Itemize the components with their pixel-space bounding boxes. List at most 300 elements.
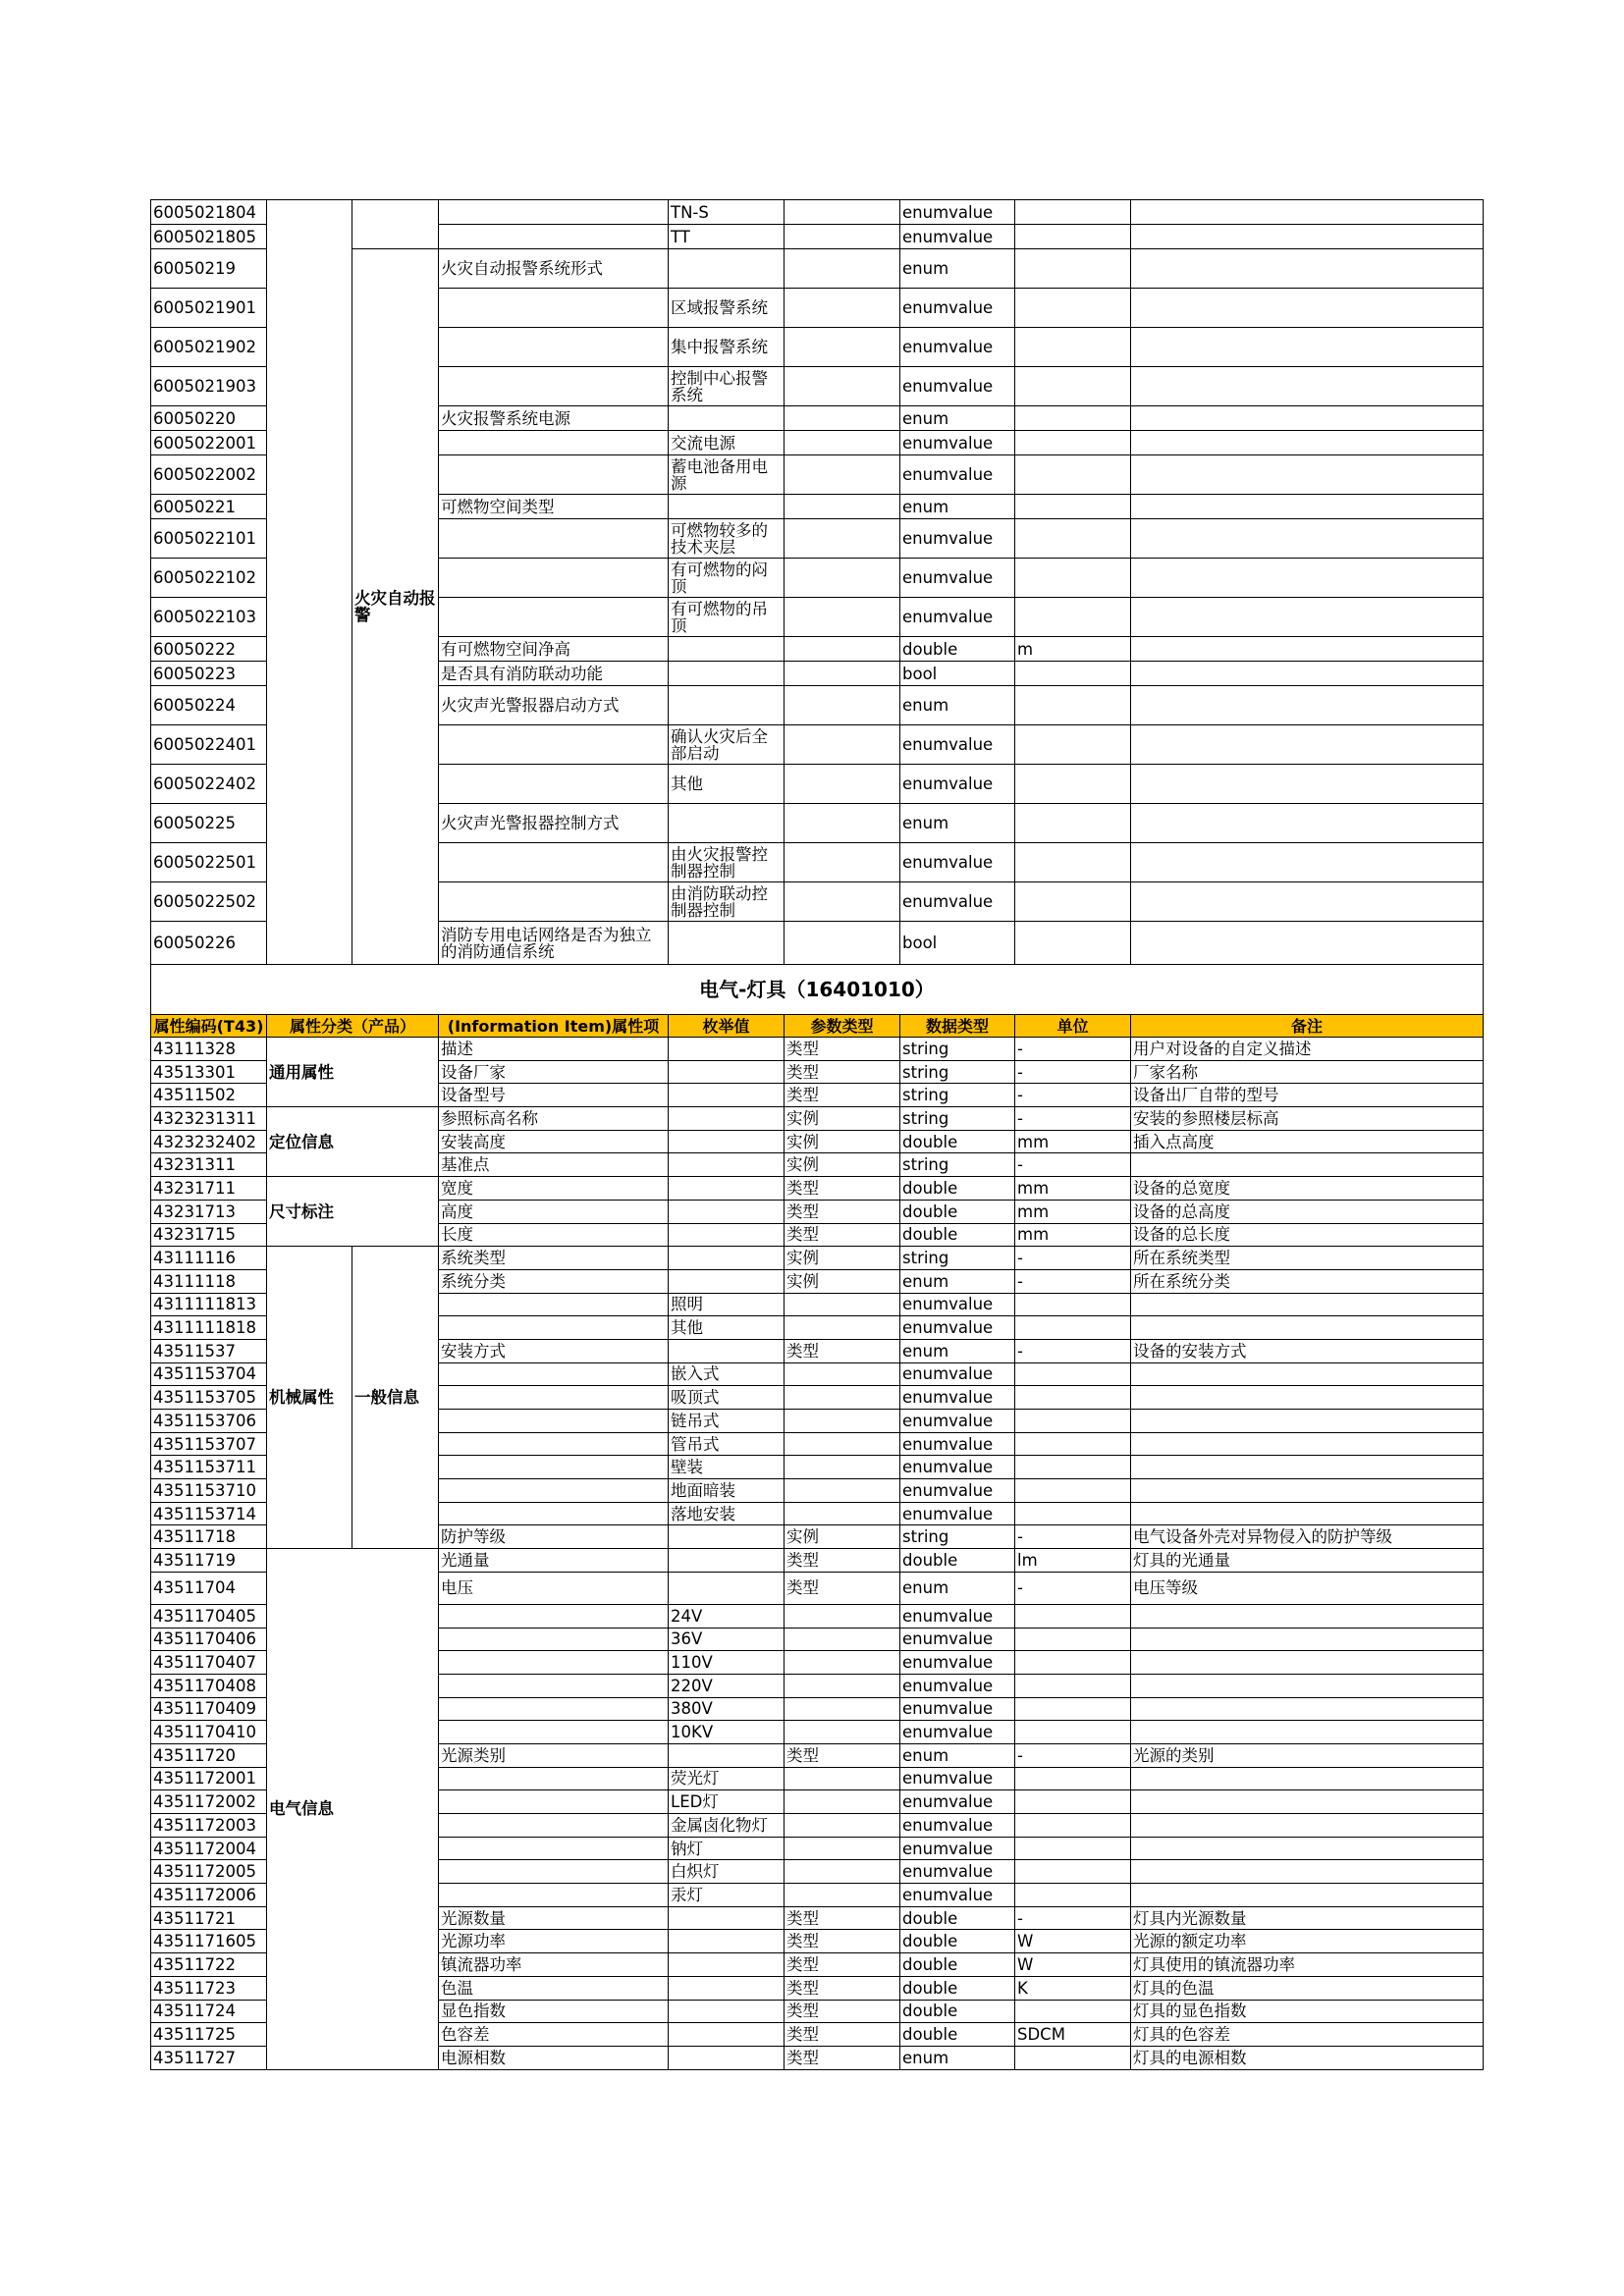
item-cell: 光源数量 (439, 1906, 669, 1930)
unit-cell: W (1015, 1953, 1131, 1977)
unit-cell (1015, 1293, 1131, 1316)
code-cell: 4323231311 (151, 1107, 267, 1131)
param-type-cell (785, 519, 900, 559)
param-type-cell (785, 1721, 900, 1744)
code-cell: 6005022001 (151, 431, 267, 455)
param-type-cell: 类型 (785, 2000, 900, 2023)
item-cell (439, 225, 669, 249)
param-type-cell: 类型 (785, 1038, 900, 1061)
enum-cell: 由消防联动控制器控制 (669, 882, 785, 922)
note-cell: 所在系统分类 (1131, 1269, 1484, 1293)
section-title-row (151, 965, 1484, 1015)
data-type-cell: enumvalue (900, 1837, 1015, 1860)
note-cell (1131, 843, 1484, 882)
note-cell: 设备出厂自带的型号 (1131, 1084, 1484, 1107)
code-cell: 43511718 (151, 1525, 267, 1549)
enum-cell: 控制中心报警系统 (669, 367, 785, 406)
param-type-cell (785, 1456, 900, 1479)
item-cell: 镇流器功率 (439, 1953, 669, 1977)
data-type-cell: double (900, 2023, 1015, 2047)
param-type-cell (785, 882, 900, 922)
enum-cell (669, 686, 785, 725)
item-cell (439, 1860, 669, 1884)
unit-cell (1015, 2000, 1131, 2023)
item-cell (439, 843, 669, 882)
item-cell: 火灾声光警报器启动方式 (439, 686, 669, 725)
item-cell (439, 1479, 669, 1503)
item-cell (439, 1767, 669, 1790)
unit-cell (1015, 765, 1131, 804)
note-cell: 厂家名称 (1131, 1060, 1484, 1084)
item-cell (439, 289, 669, 328)
enum-cell (669, 637, 785, 662)
data-type-cell: double (900, 1953, 1015, 1977)
note-cell (1131, 367, 1484, 406)
param-type-cell (785, 637, 900, 662)
param-type-cell: 实例 (785, 1525, 900, 1549)
data-type-cell: enumvalue (900, 882, 1015, 922)
param-type-cell: 实例 (785, 1107, 900, 1131)
note-cell (1131, 1293, 1484, 1316)
code-cell: 60050223 (151, 662, 267, 686)
enum-cell (669, 406, 785, 431)
param-type-cell (785, 289, 900, 328)
item-cell: 参照标高名称 (439, 1107, 669, 1131)
item-cell: 描述 (439, 1038, 669, 1061)
item-cell: 安装高度 (439, 1130, 669, 1153)
item-cell: 光源类别 (439, 1743, 669, 1767)
enum-cell: 白炽灯 (669, 1860, 785, 1884)
item-cell (439, 1316, 669, 1340)
note-cell: 电压等级 (1131, 1572, 1484, 1604)
unit-cell: - (1015, 1906, 1131, 1930)
data-type-cell: double (900, 1976, 1015, 2000)
param-type-cell (785, 1674, 900, 1697)
param-type-cell: 类型 (785, 1930, 900, 1953)
unit-cell (1015, 1860, 1131, 1884)
enum-cell: 链吊式 (669, 1410, 785, 1433)
note-cell: 灯具的光通量 (1131, 1549, 1484, 1573)
param-type-cell (785, 1479, 900, 1503)
item-cell (439, 1386, 669, 1410)
note-cell (1131, 1456, 1484, 1479)
enum-cell (669, 1200, 785, 1223)
unit-cell: - (1015, 1107, 1131, 1131)
item-cell: 高度 (439, 1200, 669, 1223)
code-cell: 43231711 (151, 1177, 267, 1201)
note-cell (1131, 1860, 1484, 1884)
enum-cell: 有可燃物的吊顶 (669, 598, 785, 637)
header-col-7: 单位 (1015, 1015, 1131, 1038)
param-type-cell (785, 922, 900, 965)
note-cell: 光源的类别 (1131, 1743, 1484, 1767)
item-cell (439, 882, 669, 922)
note-cell (1131, 225, 1484, 249)
item-cell: 火灾报警系统电源 (439, 406, 669, 431)
param-type-cell (785, 765, 900, 804)
unit-cell: - (1015, 1339, 1131, 1362)
unit-cell (1015, 1604, 1131, 1628)
code-cell: 60050219 (151, 249, 267, 289)
table-row (151, 1247, 1484, 1270)
enum-cell (669, 1930, 785, 1953)
unit-cell: - (1015, 1038, 1131, 1061)
item-cell (439, 1293, 669, 1316)
param-type-cell (785, 1884, 900, 1907)
code-cell: 43511724 (151, 2000, 267, 2023)
item-cell: 光源功率 (439, 1930, 669, 1953)
param-type-cell (785, 725, 900, 765)
item-cell (439, 1814, 669, 1838)
header-col-3: (Information Item)属性项 (439, 1015, 669, 1038)
unit-cell (1015, 662, 1131, 686)
data-type-cell: enumvalue (900, 1293, 1015, 1316)
note-cell (1131, 1432, 1484, 1456)
enum-cell: 36V (669, 1628, 785, 1651)
header-category: 属性分类（产品） (267, 1015, 439, 1038)
enum-cell (669, 1525, 785, 1549)
code-cell: 43511537 (151, 1339, 267, 1362)
data-type-cell: enumvalue (900, 200, 1015, 225)
param-type-cell: 类型 (785, 1549, 900, 1573)
unit-cell (1015, 455, 1131, 495)
code-cell: 60050225 (151, 804, 267, 843)
item-cell (439, 1410, 669, 1433)
unit-cell (1015, 1432, 1131, 1456)
item-cell (439, 200, 669, 225)
unit-cell (1015, 1628, 1131, 1651)
data-type-cell: string (900, 1060, 1015, 1084)
unit-cell: - (1015, 1060, 1131, 1084)
unit-cell (1015, 1479, 1131, 1503)
param-type-cell: 类型 (785, 1060, 900, 1084)
item-cell (439, 1456, 669, 1479)
param-type-cell (785, 1837, 900, 1860)
unit-cell: - (1015, 1247, 1131, 1270)
unit-cell (1015, 328, 1131, 367)
unit-cell (1015, 843, 1131, 882)
unit-cell (1015, 1884, 1131, 1907)
code-cell: 43511722 (151, 1953, 267, 1977)
enum-cell (669, 1084, 785, 1107)
item-cell (439, 1628, 669, 1651)
item-cell: 安装方式 (439, 1339, 669, 1362)
data-type-cell: enum (900, 1572, 1015, 1604)
item-cell (439, 725, 669, 765)
param-type-cell: 实例 (785, 1247, 900, 1270)
param-type-cell (785, 686, 900, 725)
unit-cell (1015, 200, 1131, 225)
unit-cell (1015, 289, 1131, 328)
code-cell: 6005022401 (151, 725, 267, 765)
table-row (151, 200, 1484, 225)
unit-cell: - (1015, 1572, 1131, 1604)
note-cell (1131, 406, 1484, 431)
data-type-cell: double (900, 1223, 1015, 1247)
data-type-cell: enumvalue (900, 1316, 1015, 1340)
unit-cell (1015, 225, 1131, 249)
item-cell: 系统分类 (439, 1269, 669, 1293)
code-cell: 43511502 (151, 1084, 267, 1107)
code-cell: 60050226 (151, 922, 267, 965)
enum-cell: 可燃物较多的技术夹层 (669, 519, 785, 559)
param-type-cell (785, 495, 900, 519)
note-cell: 电气设备外壳对异物侵入的防护等级 (1131, 1525, 1484, 1549)
unit-cell (1015, 882, 1131, 922)
item-cell: 火灾自动报警系统形式 (439, 249, 669, 289)
data-type-cell: enumvalue (900, 1479, 1015, 1503)
unit-cell: mm (1015, 1223, 1131, 1247)
item-cell (439, 1651, 669, 1675)
unit-cell: - (1015, 1084, 1131, 1107)
unit-cell: - (1015, 1153, 1131, 1177)
data-type-cell: enumvalue (900, 1790, 1015, 1814)
item-cell (439, 1790, 669, 1814)
enum-cell (669, 1269, 785, 1293)
data-type-cell: enumvalue (900, 1697, 1015, 1721)
enum-cell (669, 1107, 785, 1131)
enum-cell (669, 1906, 785, 1930)
note-cell (1131, 1884, 1484, 1907)
code-cell: 4351153705 (151, 1386, 267, 1410)
unit-cell (1015, 519, 1131, 559)
data-type-cell: enumvalue (900, 598, 1015, 637)
enum-cell (669, 249, 785, 289)
unit-cell (1015, 1790, 1131, 1814)
param-type-cell: 类型 (785, 1339, 900, 1362)
enum-cell: 集中报警系统 (669, 328, 785, 367)
code-cell: 60050220 (151, 406, 267, 431)
unit-cell (1015, 922, 1131, 965)
param-type-cell (785, 1362, 900, 1386)
item-cell: 色温 (439, 1976, 669, 2000)
data-type-cell: double (900, 1200, 1015, 1223)
data-type-cell: enumvalue (900, 455, 1015, 495)
data-type-cell: enumvalue (900, 1651, 1015, 1675)
param-type-cell: 类型 (785, 1200, 900, 1223)
enum-cell: 交流电源 (669, 431, 785, 455)
data-type-cell: enumvalue (900, 765, 1015, 804)
unit-cell (1015, 1767, 1131, 1790)
code-cell: 43111118 (151, 1269, 267, 1293)
group-mechanical: 机械属性 (267, 1247, 352, 1549)
data-type-cell: bool (900, 662, 1015, 686)
data-type-cell: enumvalue (900, 1767, 1015, 1790)
param-type-cell (785, 1502, 900, 1525)
param-type-cell (785, 598, 900, 637)
note-cell (1131, 1604, 1484, 1628)
data-type-cell: bool (900, 922, 1015, 965)
unit-cell (1015, 431, 1131, 455)
param-type-cell: 类型 (785, 1953, 900, 1977)
code-cell: 43231311 (151, 1153, 267, 1177)
item-cell: 基准点 (439, 1153, 669, 1177)
param-type-cell (785, 1860, 900, 1884)
note-cell (1131, 455, 1484, 495)
note-cell (1131, 637, 1484, 662)
note-cell: 设备的安装方式 (1131, 1339, 1484, 1362)
enum-cell (669, 1130, 785, 1153)
unit-cell (1015, 1837, 1131, 1860)
item-cell: 有可燃物空间净高 (439, 637, 669, 662)
data-type-cell: enumvalue (900, 225, 1015, 249)
data-type-cell: enumvalue (900, 1456, 1015, 1479)
unit-cell (1015, 1386, 1131, 1410)
enum-cell (669, 1953, 785, 1977)
param-type-cell: 类型 (785, 1743, 900, 1767)
param-type-cell: 类型 (785, 1177, 900, 1201)
enum-cell (669, 1549, 785, 1573)
param-type-cell (785, 200, 900, 225)
code-cell: 6005022501 (151, 843, 267, 882)
unit-cell: - (1015, 1269, 1131, 1293)
code-cell: 4351170406 (151, 1628, 267, 1651)
data-type-cell: enumvalue (900, 1884, 1015, 1907)
param-type-cell (785, 1386, 900, 1410)
item-cell: 火灾声光警报器控制方式 (439, 804, 669, 843)
param-type-cell (785, 1316, 900, 1340)
data-type-cell: enumvalue (900, 1432, 1015, 1456)
code-cell: 4351172002 (151, 1790, 267, 1814)
code-cell: 4351153711 (151, 1456, 267, 1479)
unit-cell (1015, 1456, 1131, 1479)
enum-cell: 管吊式 (669, 1432, 785, 1456)
header-col-4: 枚举值 (669, 1015, 785, 1038)
unit-cell (1015, 725, 1131, 765)
data-type-cell: enum (900, 495, 1015, 519)
code-cell: 6005022402 (151, 765, 267, 804)
header-col-6: 数据类型 (900, 1015, 1015, 1038)
header-col-8: 备注 (1131, 1015, 1484, 1038)
enum-cell: 10KV (669, 1721, 785, 1744)
param-type-cell (785, 1651, 900, 1675)
unit-cell: - (1015, 1525, 1131, 1549)
code-cell: 43511727 (151, 2046, 267, 2069)
unit-cell (1015, 1651, 1131, 1675)
enum-cell: 钠灯 (669, 1837, 785, 1860)
item-cell: 宽度 (439, 1177, 669, 1201)
param-type-cell (785, 1604, 900, 1628)
unit-cell (1015, 1502, 1131, 1525)
data-type-cell: string (900, 1038, 1015, 1061)
unit-cell (1015, 598, 1131, 637)
data-type-cell: enumvalue (900, 1628, 1015, 1651)
note-cell (1131, 495, 1484, 519)
enum-cell (669, 662, 785, 686)
data-type-cell: enumvalue (900, 1386, 1015, 1410)
item-cell: 可燃物空间类型 (439, 495, 669, 519)
item-cell: 是否具有消防联动功能 (439, 662, 669, 686)
code-cell: 6005022002 (151, 455, 267, 495)
unit-cell: lm (1015, 1549, 1131, 1573)
note-cell (1131, 1362, 1484, 1386)
data-type-cell: enumvalue (900, 843, 1015, 882)
unit-cell (1015, 1316, 1131, 1340)
data-type-cell: enumvalue (900, 519, 1015, 559)
param-type-cell (785, 804, 900, 843)
item-cell (439, 1432, 669, 1456)
param-type-cell (785, 1293, 900, 1316)
note-cell (1131, 200, 1484, 225)
data-type-cell: string (900, 1107, 1015, 1131)
enum-cell: 荧光灯 (669, 1767, 785, 1790)
enum-cell (669, 804, 785, 843)
param-type-cell: 实例 (785, 1130, 900, 1153)
unit-cell (1015, 406, 1131, 431)
enum-cell: 确认火灾后全部启动 (669, 725, 785, 765)
param-type-cell (785, 455, 900, 495)
data-type-cell: enum (900, 2046, 1015, 2069)
enum-cell: 由火灾报警控制器控制 (669, 843, 785, 882)
item-cell (439, 1674, 669, 1697)
enum-cell: 24V (669, 1604, 785, 1628)
enum-cell: 壁装 (669, 1456, 785, 1479)
unit-cell: SDCM (1015, 2023, 1131, 2047)
enum-cell (669, 922, 785, 965)
section-title: 电气-灯具（16401010） (151, 965, 1484, 1015)
item-cell (439, 519, 669, 559)
code-cell: 43231713 (151, 1200, 267, 1223)
note-cell (1131, 882, 1484, 922)
code-cell: 60050224 (151, 686, 267, 725)
data-type-cell: enumvalue (900, 725, 1015, 765)
enum-cell (669, 1247, 785, 1270)
item-cell: 长度 (439, 1223, 669, 1247)
code-cell: 4351153704 (151, 1362, 267, 1386)
param-type-cell: 类型 (785, 2023, 900, 2047)
code-cell: 43231715 (151, 1223, 267, 1247)
code-cell: 6005022101 (151, 519, 267, 559)
data-type-cell: enum (900, 406, 1015, 431)
unit-cell (1015, 686, 1131, 725)
code-cell: 4351172003 (151, 1814, 267, 1838)
param-type-cell: 实例 (785, 1269, 900, 1293)
unit-cell (1015, 1362, 1131, 1386)
unit-cell: mm (1015, 1130, 1131, 1153)
unit-cell (1015, 1721, 1131, 1744)
code-cell: 4351170405 (151, 1604, 267, 1628)
enum-cell: 落地安装 (669, 1502, 785, 1525)
unit-cell (1015, 1674, 1131, 1697)
param-type-cell (785, 1410, 900, 1433)
code-cell: 4323232402 (151, 1130, 267, 1153)
data-type-cell: enumvalue (900, 1410, 1015, 1433)
code-cell: 4311111813 (151, 1293, 267, 1316)
enum-cell: 220V (669, 1674, 785, 1697)
code-cell: 4351153706 (151, 1410, 267, 1433)
param-type-cell: 类型 (785, 1223, 900, 1247)
note-cell: 灯具使用的镇流器功率 (1131, 1953, 1484, 1977)
note-cell (1131, 1651, 1484, 1675)
data-type-cell: enumvalue (900, 1362, 1015, 1386)
data-type-cell: double (900, 1930, 1015, 1953)
unit-cell: m (1015, 637, 1131, 662)
data-type-cell: enumvalue (900, 431, 1015, 455)
note-cell (1131, 519, 1484, 559)
note-cell (1131, 249, 1484, 289)
data-type-cell: string (900, 1153, 1015, 1177)
param-type-cell (785, 1814, 900, 1838)
param-type-cell: 实例 (785, 1153, 900, 1177)
unit-cell: mm (1015, 1200, 1131, 1223)
code-cell: 4351170408 (151, 1674, 267, 1697)
item-cell: 色容差 (439, 2023, 669, 2047)
group-electrical: 电气信息 (267, 1549, 439, 2069)
enum-cell: 嵌入式 (669, 1362, 785, 1386)
param-type-cell: 类型 (785, 2046, 900, 2069)
param-type-cell (785, 1790, 900, 1814)
code-cell: 43511719 (151, 1549, 267, 1573)
